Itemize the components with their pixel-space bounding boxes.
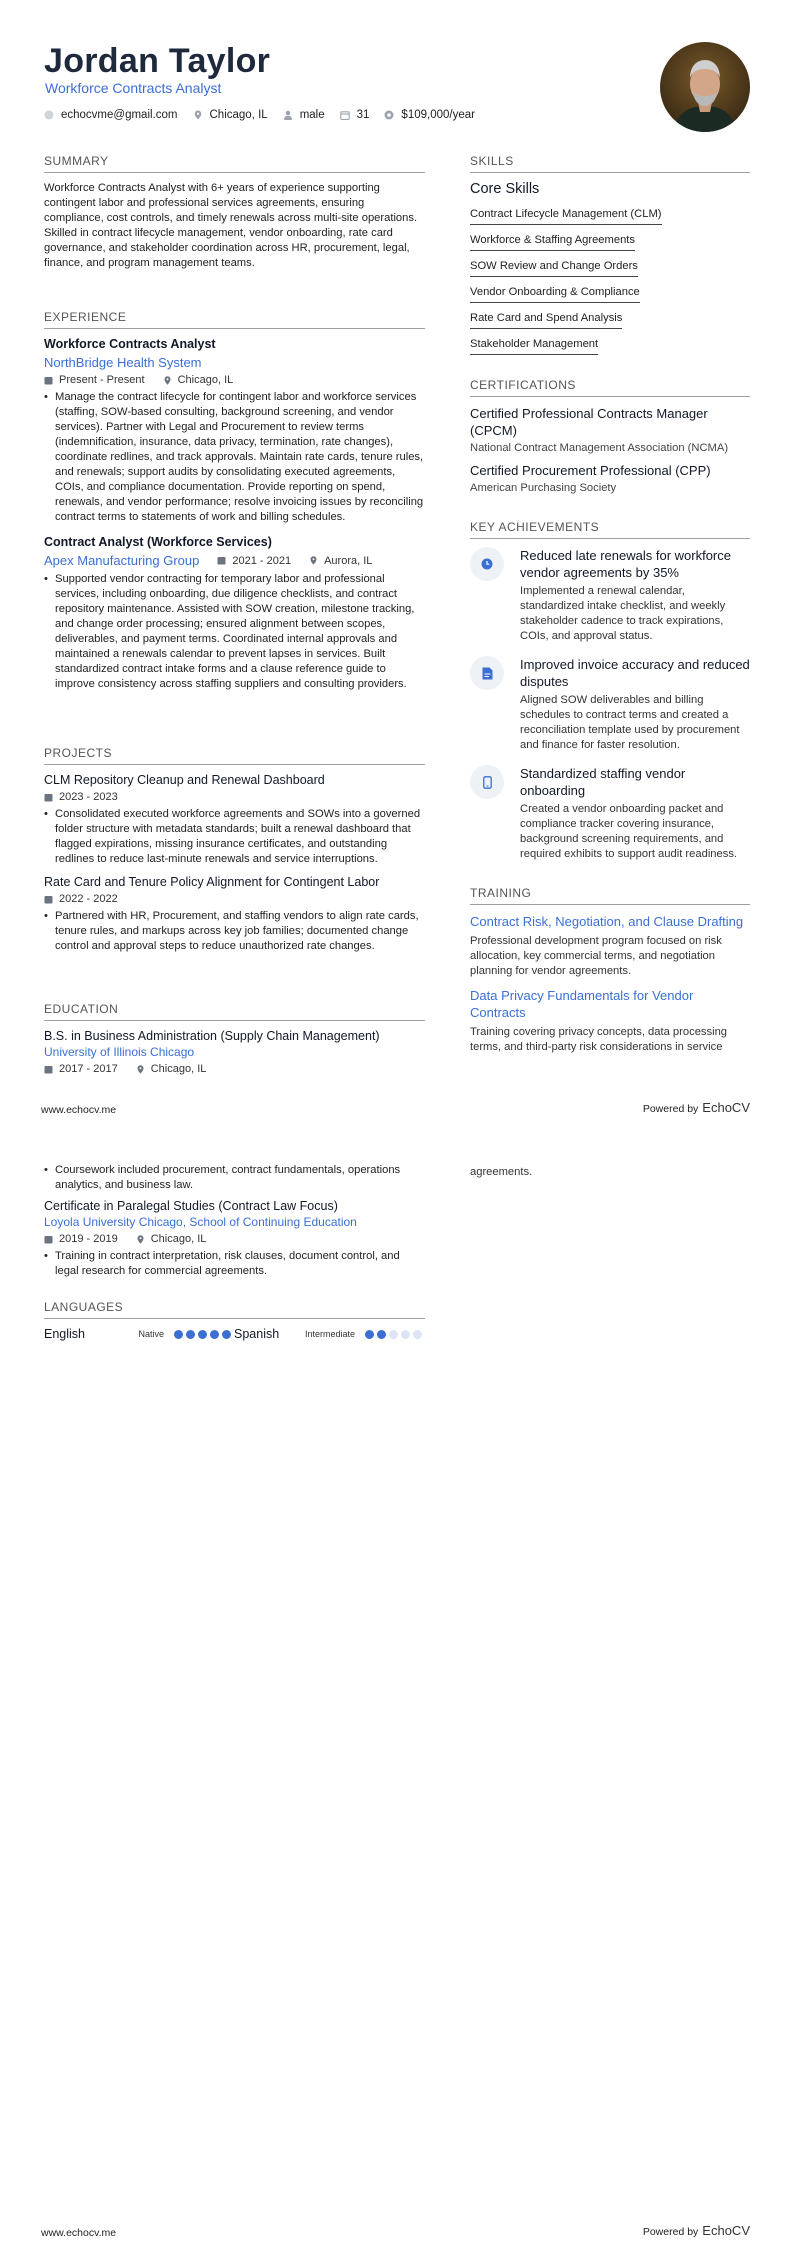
section-heading-projects: PROJECTS bbox=[44, 746, 425, 765]
school-name[interactable]: University of Illinois Chicago bbox=[44, 1045, 195, 1059]
certification-item bbox=[470, 462, 750, 494]
age-text: 31 bbox=[356, 109, 370, 121]
section-heading-languages: LANGUAGES bbox=[44, 1300, 425, 1319]
job-meta bbox=[44, 553, 425, 568]
certification-item bbox=[470, 405, 750, 454]
training-title[interactable]: Contract Risk, Negotiation, and Clause Drafting bbox=[470, 914, 744, 929]
employer-name[interactable]: Apex Manufacturing Group bbox=[44, 553, 200, 568]
money-icon bbox=[384, 110, 394, 120]
footer-powered-by bbox=[643, 1100, 750, 1115]
education-dates: 2017 - 2017 bbox=[59, 1063, 118, 1075]
job-title: Workforce Contracts Analyst bbox=[44, 337, 216, 351]
section-heading-experience: EXPERIENCE bbox=[44, 310, 425, 329]
summary-section bbox=[44, 154, 425, 271]
rating-dot-filled bbox=[365, 1330, 374, 1339]
skill-tag: Stakeholder Management bbox=[470, 333, 598, 355]
job-bullet: • Manage the contract lifecycle for contingent labor and workforce services (staffing, SOW-based consulting, background screening, and vendor services). Partner with Legal and Procurement to review terms (indemnification, insurance, data privacy, termination, rate changes), coordinate redlines, and track approvals. Maintain rate cards, tenure rules, and renewals; support audits by consolidating executed agreements, COIs, and compliance documentation. Provide reporting on spend, renewals, and vendor performance; resolve invoicing issues by reconciling contract terms to statements of work and billing schedules. bbox=[44, 390, 425, 525]
location-pin-icon bbox=[163, 376, 172, 385]
location-pin-icon bbox=[193, 110, 203, 120]
powered-by-text: Powered by bbox=[642, 2226, 699, 2238]
calendar-icon bbox=[340, 110, 350, 120]
location-pin-icon bbox=[136, 1235, 145, 1244]
calendar-icon bbox=[44, 793, 53, 802]
skill-tag: Workforce & Staffing Agreements bbox=[470, 229, 635, 251]
training-item bbox=[470, 987, 750, 1055]
contact-age bbox=[340, 109, 370, 121]
training-desc: Professional development program focused on risk allocation, key commercial terms, and negotiation planning for vendor agreements. bbox=[470, 935, 722, 977]
resume-page-2 bbox=[0, 1123, 794, 2246]
email-icon bbox=[44, 110, 54, 120]
project-item bbox=[44, 875, 425, 954]
education-bullet: • Training in contract interpretation, risk clauses, document control, and legal research for commercial agreements. bbox=[44, 1249, 425, 1279]
brand-logo[interactable]: EchoCV bbox=[702, 1100, 750, 1115]
training-item bbox=[470, 913, 750, 979]
skills-section bbox=[470, 154, 750, 359]
footer-powered-by bbox=[643, 2223, 750, 2238]
training-section-continued bbox=[470, 1165, 750, 1180]
location-pin-icon bbox=[136, 1065, 145, 1074]
language-item bbox=[234, 1327, 425, 1341]
certifications-section bbox=[470, 378, 750, 494]
skill-tag: Rate Card and Spend Analysis bbox=[470, 307, 622, 329]
skill-tag: Contract Lifecycle Management (CLM) bbox=[470, 203, 662, 225]
education-meta bbox=[44, 1063, 425, 1075]
project-dates: 2023 - 2023 bbox=[59, 791, 118, 803]
contact-email[interactable] bbox=[44, 109, 178, 121]
project-meta bbox=[44, 791, 425, 803]
language-level: Native bbox=[138, 1329, 164, 1339]
education-meta bbox=[44, 1233, 425, 1245]
degree-title: Certificate in Paralegal Studies (Contract Law Focus) bbox=[44, 1199, 338, 1213]
certification-issuer: National Contract Management Association (NCMA) bbox=[470, 442, 729, 454]
training-title[interactable]: Data Privacy Fundamentals for Vendor Contracts bbox=[470, 988, 694, 1020]
education-section-continued bbox=[44, 1163, 425, 1279]
section-heading-training: TRAINING bbox=[470, 886, 750, 905]
contact-location bbox=[193, 109, 268, 121]
summary-paragraph-2: Skilled in contract lifecycle management, vendor onboarding, rate card governance, and stakeholder coordination across HR, procurement, legal, finance, and program management teams. bbox=[44, 227, 410, 269]
contact-gender bbox=[283, 109, 325, 121]
calendar-icon bbox=[217, 556, 226, 565]
languages-section bbox=[44, 1300, 425, 1341]
education-location: Chicago, IL bbox=[150, 1233, 207, 1245]
section-heading-summary: SUMMARY bbox=[44, 154, 425, 173]
education-item bbox=[44, 1199, 425, 1279]
training-desc: Training covering privacy concepts, data processing terms, and third-party risk considerations in service bbox=[470, 1026, 728, 1053]
experience-item bbox=[44, 337, 425, 525]
avatar bbox=[660, 42, 750, 132]
certification-issuer: American Purchasing Society bbox=[470, 482, 617, 494]
skills-group-title: Core Skills bbox=[470, 181, 540, 197]
footer-site-link[interactable]: www.echocv.me bbox=[41, 1104, 117, 1116]
project-meta bbox=[44, 893, 425, 905]
invoice-icon bbox=[470, 656, 504, 690]
rating-dot-filled bbox=[174, 1330, 183, 1339]
language-rating bbox=[365, 1330, 425, 1339]
languages-list bbox=[44, 1327, 425, 1341]
summary-paragraph-1: Workforce Contracts Analyst with 6+ years of experience supporting contingent labor and professional services agreements, ensuring compliance, cost controls, and timely renewals across multi-site operations. bbox=[44, 182, 418, 224]
calendar-icon bbox=[44, 376, 53, 385]
employer-name[interactable]: NorthBridge Health System bbox=[44, 355, 202, 370]
project-title: Rate Card and Tenure Policy Alignment for Contingent Labor bbox=[44, 875, 380, 889]
brand-logo[interactable]: EchoCV bbox=[702, 2223, 750, 2238]
achievement-desc: Created a vendor onboarding packet and compliance tracker covering insurance, background screening requirements, and required exhibits to support audit readiness. bbox=[520, 803, 738, 860]
rating-dot-filled bbox=[198, 1330, 207, 1339]
project-bullet: • Partnered with HR, Procurement, and staffing vendors to align rate cards, tenure rules, and markups across key job families; documented change control and approval steps to reduce unauthorized rate changes. bbox=[44, 909, 425, 954]
calendar-icon bbox=[44, 1065, 53, 1074]
section-heading-achievements: KEY ACHIEVEMENTS bbox=[470, 520, 750, 539]
achievement-title: Improved invoice accuracy and reduced disputes bbox=[520, 657, 750, 689]
achievement-item bbox=[470, 765, 750, 862]
footer-site-link[interactable]: www.echocv.me bbox=[41, 2227, 117, 2239]
project-dates: 2022 - 2022 bbox=[59, 893, 118, 905]
job-bullet: • Supported vendor contracting for temporary labor and professional services, including onboarding, due diligence checklists, and contract repository maintenance. Assisted with SOW creation, milestone tracking, and change order processing; ensured alignment between scopes, deliverables, and payment terms. Coordinated internal approvals and maintained a renewals calendar to prevent lapses in services. Built standardized contract intake forms and a clause reference guide to improve consistency across staffing suppliers and consulting providers. bbox=[44, 572, 425, 692]
contact-salary bbox=[384, 109, 475, 121]
degree-title: B.S. in Business Administration (Supply Chain Management) bbox=[44, 1029, 380, 1043]
language-rating bbox=[174, 1330, 234, 1339]
language-name: Spanish bbox=[234, 1327, 280, 1341]
training-desc-continued: agreements. bbox=[470, 1166, 533, 1178]
project-title: CLM Repository Cleanup and Renewal Dashboard bbox=[44, 773, 325, 787]
calendar-icon bbox=[44, 895, 53, 904]
rating-dot-filled bbox=[186, 1330, 195, 1339]
language-item bbox=[44, 1327, 234, 1341]
achievement-title: Reduced late renewals for workforce vendor agreements by 35% bbox=[520, 548, 731, 580]
candidate-title: Workforce Contracts Analyst bbox=[45, 80, 222, 96]
job-title: Contract Analyst (Workforce Services) bbox=[44, 535, 272, 549]
achievement-desc: Implemented a renewal calendar, standardized intake checklist, and weekly stakeholder cadence to track expirations, COIs, and approval status. bbox=[520, 585, 726, 642]
projects-section bbox=[44, 746, 425, 954]
certification-name: Certified Procurement Professional (CPP) bbox=[470, 463, 711, 478]
achievement-item bbox=[470, 547, 750, 644]
achievement-item bbox=[470, 656, 750, 753]
rating-dot-empty bbox=[413, 1330, 422, 1339]
person-icon bbox=[283, 110, 293, 120]
project-bullet: • Consolidated executed workforce agreements and SOWs into a governed folder structure with metadata standards; built a renewal dashboard that flagged expirations, missing insurance certificates, and outstanding redlines to reduce last-minute renewals and service interruptions. bbox=[44, 807, 425, 867]
job-location: Aurora, IL bbox=[324, 554, 373, 567]
contact-bar bbox=[44, 109, 490, 121]
rating-dot-empty bbox=[401, 1330, 410, 1339]
calendar-icon bbox=[44, 1235, 53, 1244]
project-item bbox=[44, 773, 425, 867]
achievements-section bbox=[470, 520, 750, 874]
rating-dot-empty bbox=[389, 1330, 398, 1339]
achievement-desc: Aligned SOW deliverables and billing schedules to contract terms and created a reconciliation template used by procurement and finance for faster resolution. bbox=[520, 694, 740, 751]
email-text: echocvme@gmail.com bbox=[61, 109, 178, 121]
section-heading-certifications: CERTIFICATIONS bbox=[470, 378, 750, 397]
salary-text: $109,000/year bbox=[401, 109, 475, 121]
education-item bbox=[44, 1029, 425, 1075]
powered-by-text: Powered by bbox=[642, 1103, 699, 1115]
location-text: Chicago, IL bbox=[209, 109, 268, 121]
rating-dot-filled bbox=[222, 1330, 231, 1339]
education-dates: 2019 - 2019 bbox=[59, 1233, 118, 1245]
section-heading-skills: SKILLS bbox=[470, 154, 750, 173]
gender-text: male bbox=[299, 109, 325, 121]
education-location: Chicago, IL bbox=[150, 1063, 207, 1075]
rating-dot-filled bbox=[210, 1330, 219, 1339]
language-level: Intermediate bbox=[304, 1329, 355, 1339]
skill-tag: Vendor Onboarding & Compliance bbox=[470, 281, 640, 303]
candidate-name: Jordan Taylor bbox=[44, 42, 271, 80]
training-section bbox=[470, 886, 750, 1055]
skill-tag: SOW Review and Change Orders bbox=[470, 255, 638, 277]
section-heading-education: EDUCATION bbox=[44, 1002, 425, 1021]
job-dates: 2021 - 2021 bbox=[232, 554, 292, 567]
education-section bbox=[44, 1002, 425, 1075]
school-name[interactable]: Loyola University Chicago, School of Continuing Education bbox=[44, 1215, 357, 1229]
rating-dot-filled bbox=[377, 1330, 386, 1339]
job-dates: Present - Present bbox=[59, 374, 145, 386]
experience-section bbox=[44, 310, 425, 692]
clock-icon bbox=[470, 547, 504, 581]
certification-name: Certified Professional Contracts Manager (CPCM) bbox=[470, 406, 708, 438]
achievement-title: Standardized staffing vendor onboarding bbox=[520, 766, 686, 798]
language-name: English bbox=[44, 1327, 85, 1341]
experience-item bbox=[44, 535, 425, 692]
location-pin-icon bbox=[309, 556, 318, 565]
phone-icon bbox=[470, 765, 504, 799]
job-meta bbox=[44, 374, 425, 386]
education-bullet: • Coursework included procurement, contract fundamentals, operations analytics, and business law. bbox=[44, 1163, 425, 1193]
job-location: Chicago, IL bbox=[177, 374, 234, 386]
